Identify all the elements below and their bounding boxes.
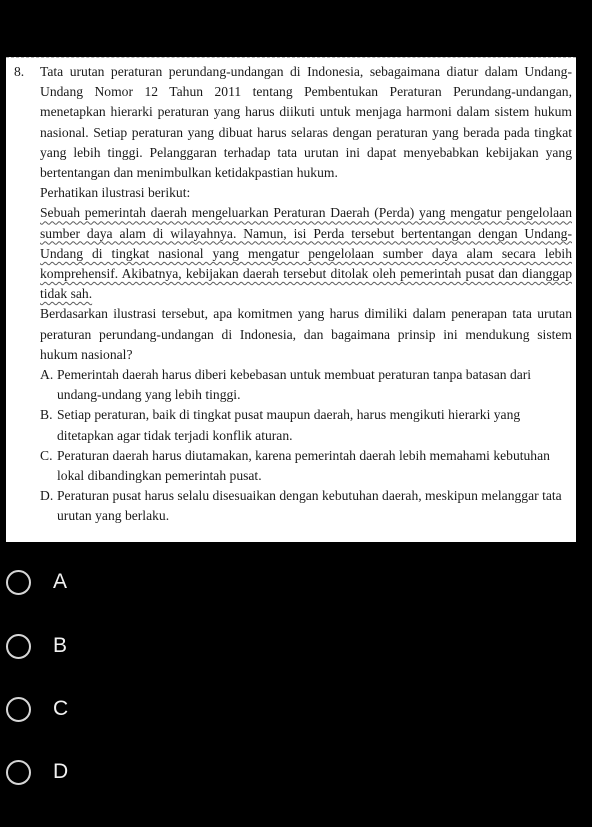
question-option-a [40, 365, 572, 405]
question-option-d [40, 486, 572, 526]
answer-label: A [53, 570, 68, 593]
question-content [40, 62, 572, 527]
illustration-heading: Perhatikan ilustrasi berikut: [40, 185, 191, 201]
option-letter: D. [40, 488, 54, 504]
answer-label: B [53, 634, 68, 657]
answer-label: C [53, 697, 69, 720]
answer-choice-d[interactable] [6, 752, 306, 792]
option-letter: B. [40, 407, 53, 423]
question-option-b [40, 405, 572, 445]
radio-button-icon[interactable] [6, 634, 31, 659]
option-text: Pemerintah daerah harus diberi kebebasan untuk membuat peraturan tanpa batasan dari undang-undang yang lebih tinggi. [57, 367, 532, 403]
question-image [6, 57, 576, 542]
scrolled-off-heading-fragment [4, 0, 84, 6]
question-intro-paragraph: Tata urutan peraturan perundang-undangan di Indonesia, sebagaimana diatur dalam Undang-Undang Nomor 12 Tahun 2011 tentang Pembentukan Peraturan Perundang-undangan, menetapkan hierarki peraturan yang harus diikuti untuk menjaga harmoni dalam sistem hukum nasional. Setiap peraturan yang dibuat harus selaras dengan peraturan yang berada pada tingkat yang lebih tinggi. Pelanggaran terhadap tata urutan ini dapat menyebabkan kebijakan yang bertentangan dan menimbulkan ketidakpastian hukum. [40, 64, 572, 181]
question-number: 8. [14, 64, 25, 79]
option-text: Peraturan pusat harus selalu disesuaikan dengan kebutuhan daerah, meskipun melanggar tata urutan yang berlaku. [57, 488, 562, 524]
radio-button-icon[interactable] [6, 697, 31, 722]
answer-choice-c[interactable] [6, 689, 306, 729]
option-text: Setiap peraturan, baik di tingkat pusat maupun daerah, harus mengikuti hierarki yang ditetapkan agar tidak terjadi konflik aturan. [57, 407, 521, 443]
option-letter: C. [40, 447, 53, 463]
question-body [14, 62, 572, 527]
question-prompt: Berdasarkan ilustrasi tersebut, apa komitmen yang harus dimiliki dalam penerapan tata urutan peraturan perundang-undangan di Indonesia, dan bagaimana prinsip ini mendukung sistem hukum nasional? [40, 306, 572, 362]
answer-choice-b[interactable] [6, 626, 306, 666]
option-letter: A. [40, 367, 54, 383]
option-text: Peraturan daerah harus diutamakan, karena pemerintah daerah lebih memahami kebutuhan lokal dibandingkan pemerintah pusat. [57, 447, 550, 484]
radio-button-icon[interactable] [6, 570, 31, 595]
answer-label: D [53, 760, 69, 783]
illustration-text: Sebuah pemerintah daerah mengeluarkan Peraturan Daerah (Perda) yang mengatur pengelolaan sumber daya alam di wilayahnya. Namun, isi Perda tersebut bertentangan dengan Undang-Undang di tingkat nasional yang mengatur pengelolaan sumber daya alam secara lebih komprehensif. Akibatnya, kebijakan daerah tersebut ditolak oleh pemerintah pusat dan dianggap tidak sah. [40, 205, 572, 302]
answer-choice-a[interactable] [6, 562, 306, 602]
radio-button-icon[interactable] [6, 760, 31, 785]
question-option-c [40, 446, 572, 486]
